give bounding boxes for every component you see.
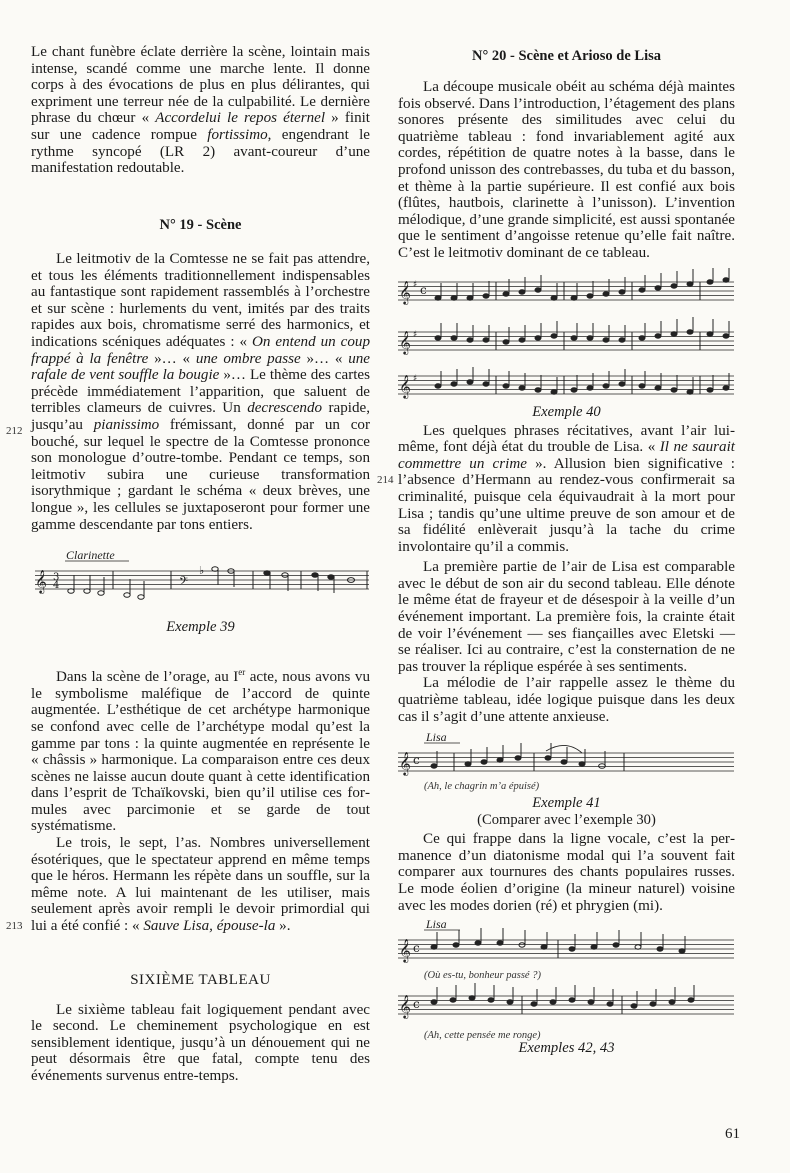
page-number: 61 [725,1126,740,1142]
svg-text:𝄞: 𝄞 [399,938,411,963]
svg-text:𝄞: 𝄞 [399,329,411,354]
svg-text:c: c [413,941,420,956]
paragraph-comtesse-leitmotiv: Le leitmotiv de la Comtesse ne se fait pas attendre, et tous les éléments traditionnellement indispensables au fantastique sont rapidement rassemblés à l’orchestre et sur scène : hurlements du vent, imités par des traits rapides aux bois, chromatisme serré des harmonics, et indications scéniques adéquates : « On entend un coup frappé à la fenêtre »… « une ombre passe »… « une rafale de vent souffle la bougie »… Le thème des cartes précède immédiatement l’apparition, que saluent de terribles clameurs de cuivres. Un decrescendo rapide, jusqu’au pianissimo frémissant, donné par un cor bouché, sur lequel le spectre de la Comtesse prononce son monologue d’outre-tombe. Pendant ce temps, son leitmotiv subira une curieuse transformation isorythmique ; gardant le schéma « deux brèves, une longue », les cellules se juxtaposeront pour former une gamme descendante par tons entiers. [31,251,370,533]
paragraph-phrases-recitatives: Les quelques phrases récitatives, avant l’air lui-même, font déjà état du trouble de Lisa. « Il ne saurait commettre un crime ». Allusion bien significative : l’absence d’Hermann au rendez-vous confirmerait sa criminalité, puisque cela équivaudrait à la mort pour Lisa ; tandis qu’une ultime preuve de son amour et de sa fidélité enlèverait jusqu’à la tache du crime involontaire qu’il a commis. [398,422,736,555]
caption-exemples-42-43: Exemples 42, 43 [518,1040,615,1057]
svg-text:♭: ♭ [199,564,205,578]
section-heading-sixieme-tableau: SIXIÈME TABLEAU [130,971,271,988]
svg-text:c: c [413,997,420,1012]
music-example-40 [398,268,735,410]
margin-number-212: 212 [6,425,23,437]
paragraph-trois-sept-as: Le trois, le sept, l’as. Nombres universellement ésotériques, que le spectateur apprend en même temps que le héros. Hermann les répète dans un souffle, sur la même note. A lui maintenant de les utiliser, mais seulement après avoir rempli le devoir primordial qui lui a été confié : « Sauve Lisa, épouse-la ». [31,835,370,935]
svg-text:c: c [420,282,427,297]
caption-exemple-41: Exemple 41 [532,795,601,812]
caption-exemple-40: Exemple 40 [532,403,601,420]
svg-text:♯: ♯ [413,329,418,340]
caption-exemple-39: Exemple 39 [166,619,235,636]
svg-text:3: 3 [53,572,60,584]
svg-text:♯: ♯ [413,373,418,384]
music-example-41 [398,727,735,797]
svg-text:𝄞: 𝄞 [35,569,47,594]
svg-text:4: 4 [53,580,60,592]
paragraph-funeral-chant: Le chant funèbre éclate derrière la scène, lointain mais intense, scandé comme une marche lente. Il donne corps à des évocations de plus en plus délirantes, qui expriment une terreur née de la culpabilité. Le dernière phrase du chœur « Accordelui le repos éternel » finit sur une cadence rompue fortissimo, engendrant le rythme syncopé (LR 2) avant-coureur d’une manifestation redoutable. [31,44,371,177]
paragraph-melodie-air: La mélodie de l’air rappelle assez le thème du quatrième tableau, idée logique puisque dans les deux cas il s’agit d’une attente anxieuse. [398,675,735,725]
paragraph-decoupe-musicale: La découpe musicale obéit au schéma déjà maintes fois observé. Dans l’introduction, l’étagement des plans sonores présente des similitudes avec celui du quatrième tableau : fond invariablement agité aux cordes, répétition de quatre notes à la basse, dans le profond unisson des contrebasses, du tuba et du basson, et thème à la partie supérieure. Il est confié aux bois (flûtes, hautbois, clarinette à l’unisson). L’invention mélodique, d’une grande simplicité, est aussi spontanée que le sentiment d’angoisse retenue qu’elle fait naître. C’est le leitmotiv dominant de ce tableau. [398,79,736,261]
paragraph-orage-scene: Dans la scène de l’orage, au Ier acte, nous avons vu le symbolisme maléfique de l’accord de quinte augmentée. L’esthétique de cet archétype harmonique se confond avec celle de l’archétype modal qu’est la gamme par tons : la quinte augmentée en représente le « châssis » harmonique. La comparaison entre ces deux scènes ne laisse aucun doute quant à cette identification dans l’esprit de Tchaïkovski, bien qu’il utilise ces formules avec parcimonie et se garde de tout systématisme. [31,667,370,835]
paragraph-ligne-vocale: Ce qui frappe dans la ligne vocale, c’est la permanence d’un diatonisme modal qui l’a souvent fait comparer aux tournures des chants populaires russes. Le mode éolien d’origine (la mineur naturel) voisine avec les modes dorien (ré) et phrygien (mi). [398,831,735,914]
caption-comparer-exemple-30: (Comparer avec l’exemple 30) [477,812,656,829]
svg-text:♯: ♯ [413,279,418,290]
svg-text:𝄢: 𝄢 [179,575,189,592]
voice-label-lisa-41: Lisa [426,730,447,745]
music-example-39 [31,547,370,603]
right-column [398,44,735,1057]
section-heading-19: N° 19 - Scène [159,217,242,233]
paragraph-premiere-partie: La première partie de l’air de Lisa est comparable avec le début de son air du second tableau. Elle dénote le même état de frayeur et de désespoir à la veille d’un événement important. La première fois, la crainte était de voir l’événement — ses fiançailles avec Eletski — se réaliser. Ici au contraire, c’est la consternation de ne pas trouver la réplique espérée à ses sentiments. [398,559,735,675]
lyric-exemple-41: (Ah, le chagrin m’a épuisé) [424,781,540,793]
margin-number-214: 214 [377,474,394,486]
instrument-label-clarinette: Clarinette [66,548,115,563]
section-heading-20: N° 20 - Scène et Arioso de Lisa [471,48,662,64]
svg-text:𝄞: 𝄞 [399,279,411,304]
svg-text:c: c [413,753,420,768]
svg-text:𝄞: 𝄞 [399,751,411,776]
lyric-exemple-42: (Où es-tu, bonheur passé ?) [424,970,541,982]
svg-text:𝄞: 𝄞 [399,994,411,1019]
left-column [31,44,370,1085]
voice-label-lisa-42: Lisa [426,917,447,932]
margin-number-213: 213 [6,920,23,932]
svg-text:𝄞: 𝄞 [399,373,411,398]
lyric-exemple-43: (Ah, cette pensée me ronge) [424,1030,541,1042]
paragraph-sixieme-tableau: Le sixième tableau fait logiquement pendant avec le second. Le cheminement psychologique en est sensiblement identique, jusqu’à un dénouement qui ne peut désormais être que fatal, compte tenu des événements survenus entre-temps. [31,1001,370,1084]
music-examples-42-43 [398,916,735,1046]
